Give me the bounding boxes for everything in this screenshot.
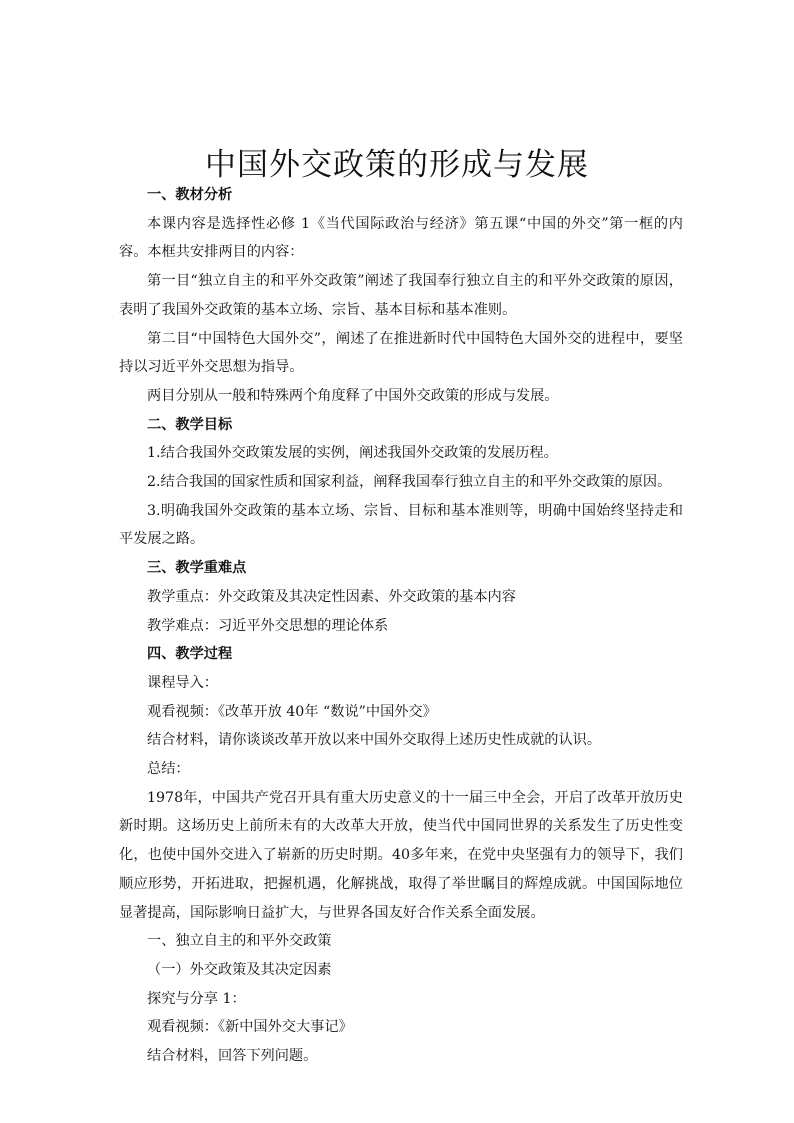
paragraph: 探究与分享 1： (147, 990, 246, 1007)
paragraph: 两目分别从一般和特殊两个角度释了中国外交政策的形成与发展。 (147, 387, 559, 404)
paragraph: 第一目“独立自主的和平外交政策”阐述了我国奉行独立自主的和平外交政策的原因，表明了我国外交政策的基本立场、宗旨、基本目标和基本准则。 (119, 273, 683, 318)
paragraph: 结合材料，请你谈谈改革开放以来中国外交取得上述历史性成就的认识。 (147, 732, 602, 749)
paragraph: 观看视频：《新中国外交大事记》 (147, 1019, 353, 1036)
paragraph: 3.明确我国外交政策的基本立场、宗旨、目标和基本准则等，明确中国始终坚持走和平发展之路。 (119, 502, 683, 548)
section-heading: 二、教学目标 (147, 416, 233, 433)
document-title: 中国外交政策的形成与发展 (205, 146, 589, 183)
paragraph: （一）外交政策及其决定因素 (147, 961, 332, 978)
document-body (119, 181, 683, 1071)
paragraph: 观看视频：《改革开放 40年 “数说”中国外交》 (147, 703, 437, 720)
paragraph: 第二目“中国特色大国外交”，阐述了在推进新时代中国特色大国外交的进程中，要坚持以习近平外交思想为指导。 (119, 330, 683, 376)
section-heading: 三、教学重难点 (147, 560, 247, 577)
paragraph: 结合材料，回答下列问题。 (147, 1048, 318, 1065)
section-heading: 四、教学过程 (147, 646, 233, 663)
paragraph: 2.结合我国的国家性质和国家利益，阐释我国奉行独立自主的和平外交政策的原因。 (147, 474, 672, 491)
paragraph: 一、独立自主的和平外交政策 (147, 933, 332, 950)
paragraph: 教学重点：外交政策及其决定性因素、外交政策的基本内容 (147, 588, 516, 605)
paragraph: 总结： (147, 761, 190, 778)
paragraph: 教学难点：习近平外交思想的理论体系 (147, 617, 389, 634)
paragraph: 1.结合我国外交政策发展的实例，阐述我国外交政策的发展历程。 (147, 445, 558, 462)
section-heading: 一、教材分析 (147, 187, 233, 203)
paragraph: 本课内容是选择性必修 1《当代国际政治与经济》第五课“中国的外交”第一框的内容。本框共安排两目的内容： (119, 215, 683, 261)
paragraph: 1978年，中国共产党召开具有重大历史意义的十一届三中全会，开启了改革开放历史新时期。这场历史上前所未有的大改革大开放，使当代中国同世界的关系发生了历史性变化，也使中国外交进入了崭新的历史时期。40多年来，在党中央坚强有力的领导下，我们顺应形势，开拓进取，把握机遇，化解挑战，取得了举世瞩目的辉煌成就。中国国际地位显著提高，国际影响日益扩大，与世界各国友好合作关系全面发展。 (119, 789, 683, 921)
paragraph: 课程导入： (147, 674, 218, 691)
